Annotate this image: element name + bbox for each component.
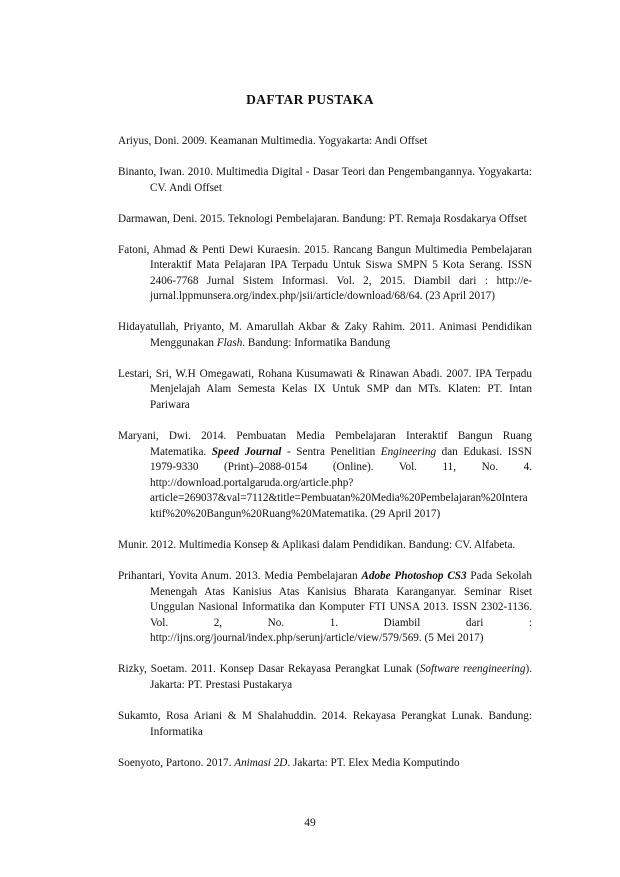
reference-entry	[118, 320, 532, 351]
reference-text: Software reengineering	[419, 663, 526, 676]
reference-text: Soenyoto, Partono. 2017.	[118, 756, 235, 769]
reference-entry	[118, 367, 532, 414]
reference-entry	[118, 756, 532, 772]
reference-text: - Sentra Penelitian	[281, 445, 381, 458]
reference-entry	[118, 569, 532, 647]
reference-text: Rizky, Soetam. 2011. Konsep Dasar Rekayasa Perangkat Lunak (	[118, 663, 420, 676]
reference-entry	[118, 243, 532, 305]
reference-entry	[118, 429, 532, 523]
reference-text: Flash	[216, 336, 243, 349]
reference-entry	[118, 212, 532, 228]
reference-text: Munir. 2012. Multimedia Konsep & Aplikasi dalam Pendidikan. Bandung: CV. Alfabeta.	[118, 539, 516, 552]
reference-text: Fatoni, Ahmad & Penti Dewi Kuraesin. 2015. Rancang Bangun Multimedia Pembelajaran Interaktif Mata Pelajaran IPA Terpadu Untuk Siswa SMPN 5 Kota Serang. ISSN 2406-7768 Jurnal Sistem Informasi. Vol. 2, 2015. Diambil dari : http://e-jurnal.lppmunsera.org/index.php/jsii/article/download/68/64. (23 April 2017)	[118, 243, 532, 303]
reference-text: Ariyus, Doni. 2009. Keamanan Multimedia. Yogyakarta: Andi Offset	[118, 135, 428, 147]
reference-text: Maryani, Dwi. 2014. Pembuatan Media Pembelajaran Interaktif Bangun Ruang Matematika.	[118, 430, 532, 458]
reference-text: Sukamto, Rosa Ariani & M Shalahuddin. 2014. Rekayasa Perangkat Lunak. Bandung: Informatika	[118, 709, 532, 738]
reference-entry	[118, 165, 532, 196]
reference-text: Prihantari, Yovita Anum. 2013. Media Pembelajaran	[118, 570, 362, 582]
reference-text: Lestari, Sri, W.H Omegawati, Rohana Kusumawati & Rinawan Abadi. 2007. IPA Terpadu Menjelajah Alam Semesta Kelas IX Untuk SMP dan MTs. Klaten: PT. Intan Pariwara	[118, 367, 532, 412]
reference-text: ). Jakarta: PT. Prestasi Pustakarya	[150, 663, 533, 691]
reference-entry	[118, 538, 532, 554]
reference-text: Adobe Photoshop CS3	[361, 570, 467, 582]
page-title: DAFTAR PUSTAKA	[246, 92, 374, 107]
reference-text: Animasi 2D	[234, 756, 288, 769]
reference-entry	[118, 134, 532, 150]
reference-text: Engineering	[380, 445, 437, 458]
reference-text: . Bandung: Informatika Bandung	[242, 336, 391, 349]
reference-text: Speed Journal	[211, 445, 282, 458]
reference-list	[118, 134, 532, 787]
reference-text: Hidayatullah, Priyanto, M. Amarullah Akbar & Zaky Rahim. 2011. Animasi Pendidikan Menggunakan	[118, 321, 532, 349]
reference-entry	[118, 709, 532, 740]
page-number: 49	[304, 817, 316, 829]
reference-text: . Jakarta: PT. Elex Media Komputindo	[287, 756, 460, 769]
reference-text: dan Edukasi. ISSN 1979-9330 (Print)–2088-0154 (Online). Vol. 11, No. 4. http://download.portalgaruda.org/article.php?article=269037&val=7112&title=Pembuatan%20Media%20Pembelajaran%20Interaktif%20%20Bangun%20Ruang%20Matematika. (29 April 2017)	[150, 445, 532, 521]
reference-text: Binanto, Iwan. 2010. Multimedia Digital - Dasar Teori dan Pengembangannya. Yogyakarta: CV. Andi Offset	[118, 165, 532, 194]
reference-text: Darmawan, Deni. 2015. Teknologi Pembelajaran. Bandung: PT. Remaja Rosdakarya Offset	[118, 212, 527, 225]
reference-text: Pada Sekolah Menengah Atas Kanisius Atas Kanisius Bharata Karanganyar. Seminar Riset Unggulan Nasional Informatika dan Komputer FTI UNSA 2013. ISSN 2302-1136. Vol. 2, No. 1. Diambil dari : http://ijns.org/journal/index.php/serunj/article/view/579/569. (5 Mei 2017)	[150, 570, 532, 645]
reference-entry	[118, 662, 532, 693]
